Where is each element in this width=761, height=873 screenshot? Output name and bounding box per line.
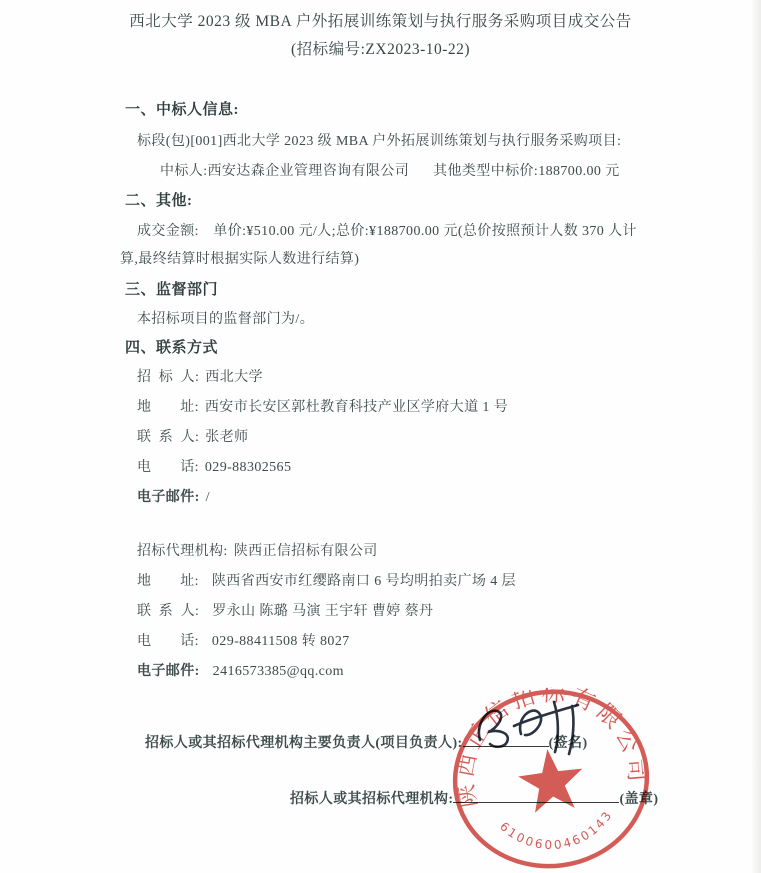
tenderer-contact-value: 张老师 <box>205 430 249 445</box>
tenderer-row-address <box>137 396 508 416</box>
tenderer-email-label: 电子邮件: <box>137 490 200 505</box>
seal-note: (盖章) <box>619 792 659 807</box>
seal-company-text: 陕西正信招标有限公司 <box>452 680 650 810</box>
agency-phone-value: 029-88411508 转 8027 <box>211 634 350 649</box>
other-price-label: 其他类型中标价: <box>433 164 539 179</box>
tender-number: (招标编号:ZX2023-10-22) <box>290 41 471 58</box>
seal-code-text: 6100600460143 <box>497 807 616 853</box>
agency-name-label: 招标代理机构: <box>137 544 228 559</box>
winner-label: 中标人: <box>160 164 208 179</box>
tenderer-contact-label: 联 系 人: <box>137 430 200 445</box>
tenderer-address-value: 西安市长安区郭杜教育科技产业区学府大道 1 号 <box>204 400 509 415</box>
agency-row-name <box>137 540 378 560</box>
agency-name-value: 陕西正信招标有限公司 <box>233 544 378 559</box>
tenderer-row-email <box>137 486 210 506</box>
agency-row-phone <box>137 630 350 650</box>
responsible-label: 招标人或其招标代理机构主要负责人(项目负责人): <box>145 736 463 751</box>
agency-contact-label: 联 系 人: <box>137 604 200 619</box>
winner-line <box>160 160 620 180</box>
tenderer-row-name <box>137 366 263 386</box>
section-heading-supervision: 三、监督部门 <box>125 282 219 298</box>
agency-row-contact <box>137 600 433 620</box>
tenderer-address-label: 地 址: <box>137 400 199 415</box>
section-heading-contact: 四、联系方式 <box>125 340 219 356</box>
tenderer-row-contact <box>137 426 249 446</box>
other-price-value: 188700.00 元 <box>538 164 620 179</box>
handwritten-signature <box>466 696 598 760</box>
amount-line-1: 成交金额: 单价:¥510.00 元/人;总价:¥188700.00 元(总价按照预计人数 370 人计 <box>137 224 637 239</box>
supervision-body: 本招标项目的监督部门为/。 <box>137 312 315 327</box>
tenderer-name-label: 招 标 人: <box>137 370 200 385</box>
tenderer-row-phone <box>137 456 291 476</box>
agency-row-email <box>137 660 344 680</box>
winner-name: 西安达森企业管理咨询有限公司 <box>207 164 410 179</box>
agency-row-address <box>137 570 516 590</box>
signature-svg <box>466 696 598 760</box>
agency-phone-label: 电 话: <box>137 634 199 649</box>
section-heading-winner-info: 一、中标人信息: <box>125 102 239 118</box>
scan-edge-shadow <box>751 0 761 873</box>
signature-note: (签名) <box>548 736 588 751</box>
amount-line-2: 算,最终结算时根据实际人数进行结算) <box>120 252 360 267</box>
tenderer-phone-label: 电 话: <box>137 460 199 475</box>
agency-email-value: 2416573385@qq.com <box>212 664 344 679</box>
agency-address-label: 地 址: <box>137 574 199 589</box>
agency-email-label: 电子邮件: <box>137 664 200 679</box>
lot-line: 标段(包)[001]西北大学 2023 级 MBA 户外拓展训练策划与执行服务采购项目: <box>137 134 622 149</box>
tenderer-email-value: / <box>205 490 210 505</box>
agency-address-value: 陕西省西安市红缨路南口 6 号均明拍卖广场 4 层 <box>211 574 516 589</box>
agency-contact-value: 罗永山 陈璐 马演 王宇轩 曹婷 蔡丹 <box>212 604 434 619</box>
org-label: 招标人或其招标代理机构: <box>290 792 454 807</box>
tenderer-name-value: 西北大学 <box>205 370 263 385</box>
section-heading-other: 二、其他: <box>125 193 193 209</box>
tenderer-phone-value: 029-88302565 <box>204 460 292 475</box>
doc-title: 西北大学 2023 级 MBA 户外拓展训练策划与执行服务采购项目成交公告 <box>129 13 632 30</box>
